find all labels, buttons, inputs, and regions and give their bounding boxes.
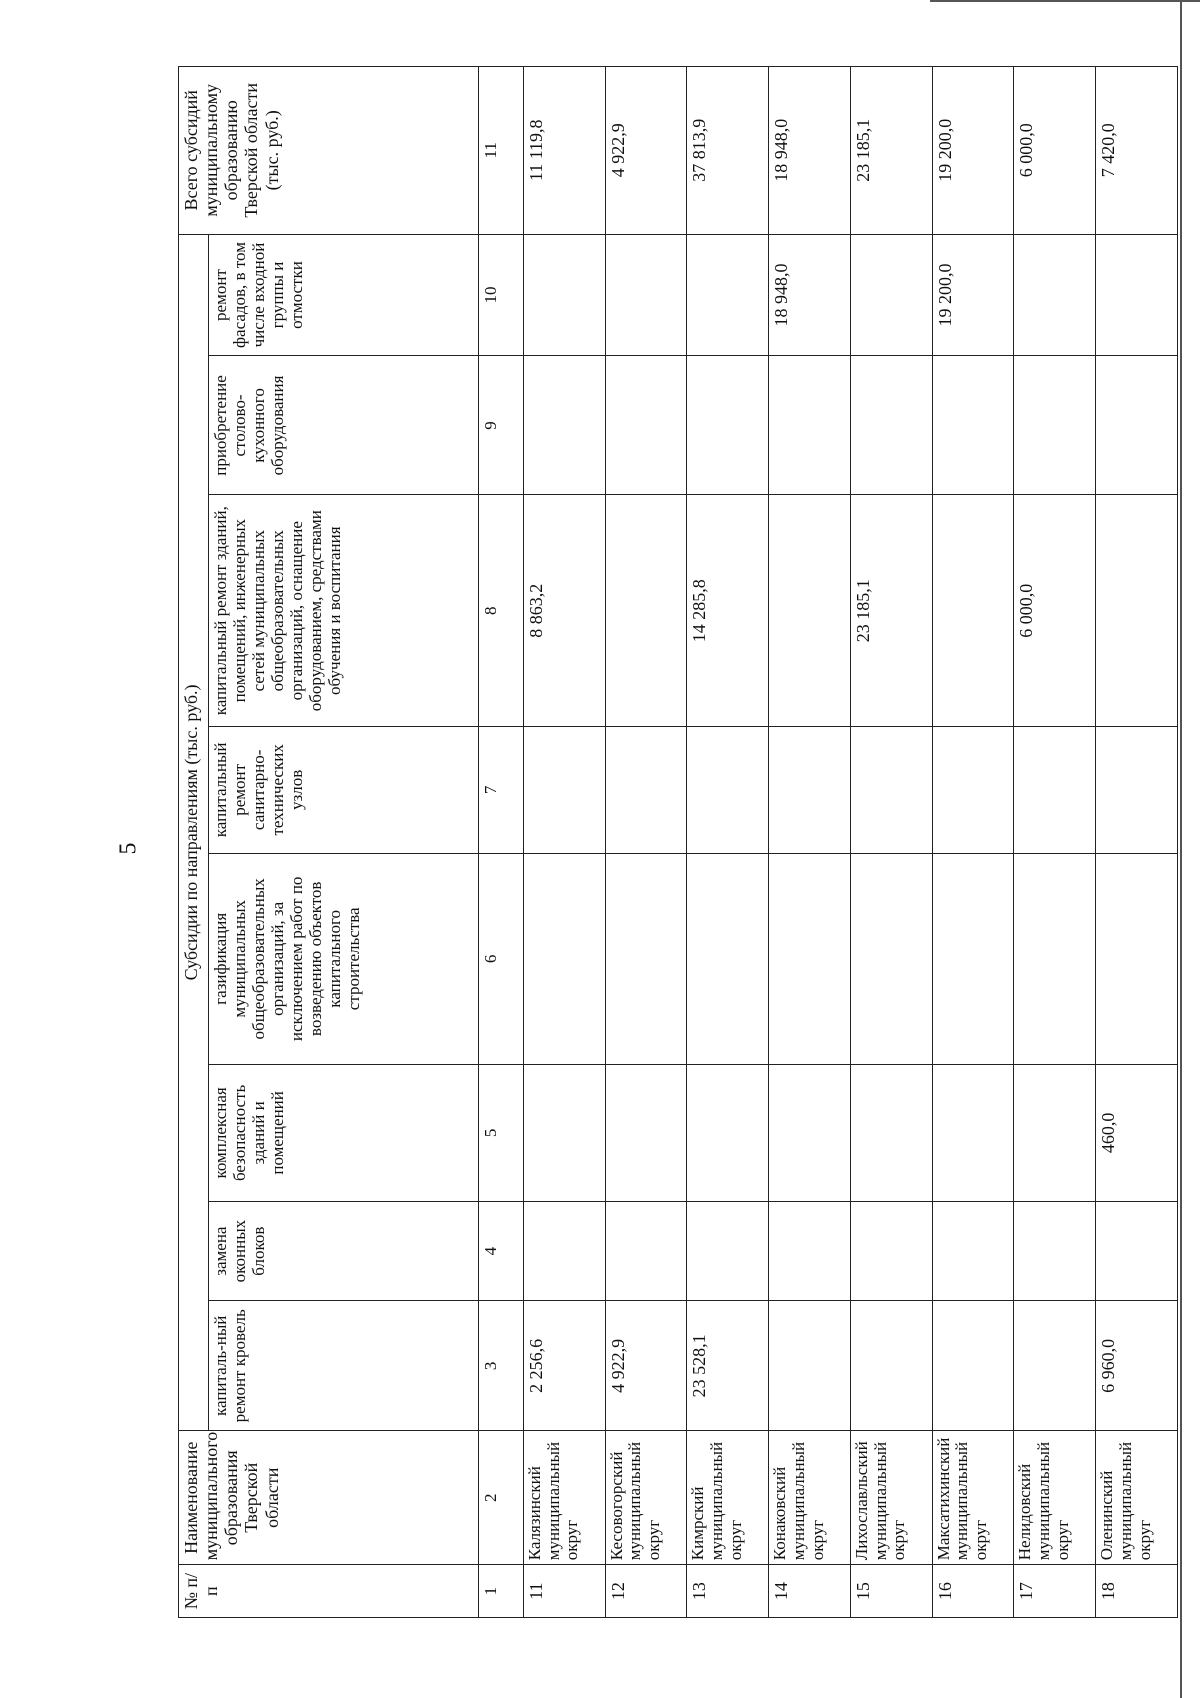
municipality-name-cell: Кесовогорский муниципальный округ bbox=[605, 1431, 687, 1565]
value-cell-c10 bbox=[1096, 234, 1178, 356]
value-cell-c9 bbox=[850, 356, 932, 495]
value-cell-c11: 11 119,8 bbox=[523, 67, 605, 235]
row-number-cell: 15 bbox=[850, 1565, 932, 1618]
value-cell-c7 bbox=[769, 726, 851, 853]
value-cell-c6 bbox=[605, 853, 687, 1064]
page-number: 5 bbox=[115, 842, 142, 855]
value-cell-c6 bbox=[1014, 853, 1096, 1064]
value-cell-c7 bbox=[850, 726, 932, 853]
header-roof-repair: капиталь-ный ремонт кровель bbox=[209, 1301, 479, 1431]
column-number: 11 bbox=[479, 67, 524, 235]
value-cell-c6 bbox=[1096, 853, 1178, 1064]
value-cell-c5 bbox=[523, 1064, 605, 1201]
value-cell-c7 bbox=[605, 726, 687, 853]
value-cell-c5 bbox=[850, 1064, 932, 1201]
value-cell-c7 bbox=[1096, 726, 1178, 853]
row-number-cell: 14 bbox=[769, 1565, 851, 1618]
value-cell-c5 bbox=[605, 1064, 687, 1201]
value-cell-c3: 2 256,6 bbox=[523, 1301, 605, 1431]
table-row bbox=[1096, 67, 1178, 1618]
column-number: 5 bbox=[479, 1064, 524, 1201]
value-cell-c9 bbox=[605, 356, 687, 495]
municipality-name-cell: Конаковский муниципальный округ bbox=[769, 1431, 851, 1565]
value-cell-c3 bbox=[769, 1301, 851, 1431]
value-cell-c10 bbox=[1014, 234, 1096, 356]
column-number: 9 bbox=[479, 356, 524, 495]
value-cell-c4 bbox=[605, 1201, 687, 1300]
table-row bbox=[932, 67, 1014, 1618]
table-row bbox=[769, 67, 851, 1618]
value-cell-c5 bbox=[932, 1064, 1014, 1201]
value-cell-c5: 460,0 bbox=[1096, 1064, 1178, 1201]
value-cell-c8: 14 285,8 bbox=[687, 495, 769, 726]
municipality-name-cell: Оленинский муниципальный округ bbox=[1096, 1431, 1178, 1565]
value-cell-c4 bbox=[769, 1201, 851, 1300]
row-number-cell: 11 bbox=[523, 1565, 605, 1618]
value-cell-c4 bbox=[1014, 1201, 1096, 1300]
municipality-name-cell: Кимрский муниципальный округ bbox=[687, 1431, 769, 1565]
value-cell-c4 bbox=[1096, 1201, 1178, 1300]
value-cell-c8 bbox=[932, 495, 1014, 726]
header-municipality: Наименование муниципального образования Тверской области bbox=[179, 1431, 479, 1565]
table-row bbox=[523, 67, 605, 1618]
row-number-cell: 18 bbox=[1096, 1565, 1178, 1618]
value-cell-c4 bbox=[523, 1201, 605, 1300]
value-cell-c7 bbox=[932, 726, 1014, 853]
value-cell-c8 bbox=[605, 495, 687, 726]
column-number-row bbox=[479, 67, 524, 1618]
value-cell-c5 bbox=[769, 1064, 851, 1201]
value-cell-c8: 8 863,2 bbox=[523, 495, 605, 726]
data-rows bbox=[523, 67, 1177, 1618]
value-cell-c6 bbox=[850, 853, 932, 1064]
value-cell-c7 bbox=[1014, 726, 1096, 853]
row-number-cell: 13 bbox=[687, 1565, 769, 1618]
value-cell-c9 bbox=[1096, 356, 1178, 495]
value-cell-c11: 37 813,9 bbox=[687, 67, 769, 235]
value-cell-c11: 6 000,0 bbox=[1014, 67, 1096, 235]
value-cell-c9 bbox=[687, 356, 769, 495]
column-number: 3 bbox=[479, 1301, 524, 1431]
table-row bbox=[1014, 67, 1096, 1618]
column-number: 4 bbox=[479, 1201, 524, 1300]
value-cell-c8 bbox=[1096, 495, 1178, 726]
value-cell-c8 bbox=[769, 495, 851, 726]
value-cell-c10 bbox=[605, 234, 687, 356]
header-subsidies-group: Субсидии по направлениям (тыс. руб.) bbox=[179, 234, 209, 1431]
rotated-table-wrapper bbox=[178, 66, 1178, 1618]
scan-edge-top bbox=[930, 0, 1200, 2]
municipality-name-cell: Максатихинский муниципальный округ bbox=[932, 1431, 1014, 1565]
value-cell-c10: 19 200,0 bbox=[932, 234, 1014, 356]
column-number: 6 bbox=[479, 853, 524, 1064]
value-cell-c11: 4 922,9 bbox=[605, 67, 687, 235]
value-cell-c3: 6 960,0 bbox=[1096, 1301, 1178, 1431]
value-cell-c9 bbox=[932, 356, 1014, 495]
header-kitchen-equipment: приобретение столово-кухонного оборудования bbox=[209, 356, 479, 495]
value-cell-c4 bbox=[850, 1201, 932, 1300]
value-cell-c4 bbox=[687, 1201, 769, 1300]
header-window-replacement: замена оконных блоков bbox=[209, 1201, 479, 1300]
header-capital-repair: капитальный ремонт зданий, помещений, инженерных сетей муниципальных общеобразовательных организаций, оснащение оборудованием, средствами обучения и воспитания bbox=[209, 495, 479, 726]
value-cell-c7 bbox=[523, 726, 605, 853]
value-cell-c6 bbox=[932, 853, 1014, 1064]
municipality-name-cell: Нелидовский муниципальный округ bbox=[1014, 1431, 1096, 1565]
header-number: № п/п bbox=[179, 1565, 479, 1618]
column-number: 8 bbox=[479, 495, 524, 726]
value-cell-c10 bbox=[523, 234, 605, 356]
value-cell-c11: 18 948,0 bbox=[769, 67, 851, 235]
value-cell-c6 bbox=[769, 853, 851, 1064]
value-cell-c11: 19 200,0 bbox=[932, 67, 1014, 235]
column-number: 2 bbox=[479, 1431, 524, 1565]
row-number-cell: 12 bbox=[605, 1565, 687, 1618]
value-cell-c3: 23 528,1 bbox=[687, 1301, 769, 1431]
header-facade-repair: ремонт фасадов, в том числе входной группы и отмостки bbox=[209, 234, 479, 356]
value-cell-c8: 6 000,0 bbox=[1014, 495, 1096, 726]
value-cell-c9 bbox=[769, 356, 851, 495]
value-cell-c7 bbox=[687, 726, 769, 853]
header-gasification: газификация муниципальных общеобразовательных организаций, за исключением работ по возведению объектов капитального строительства bbox=[209, 853, 479, 1064]
value-cell-c3 bbox=[932, 1301, 1014, 1431]
column-number: 10 bbox=[479, 234, 524, 356]
value-cell-c3 bbox=[1014, 1301, 1096, 1431]
municipality-name-cell: Калязинский муниципальный округ bbox=[523, 1431, 605, 1565]
header-complex-security: комплексная безопасность зданий и помещений bbox=[209, 1064, 479, 1201]
scan-edge-right bbox=[1180, 0, 1182, 1698]
value-cell-c10 bbox=[687, 234, 769, 356]
table-row bbox=[605, 67, 687, 1618]
value-cell-c4 bbox=[932, 1201, 1014, 1300]
header-total: Всего субсидий муниципальному образованию Тверской области (тыс. руб.) bbox=[179, 67, 479, 235]
table-row bbox=[850, 67, 932, 1618]
subsidy-table bbox=[178, 66, 1178, 1618]
header-sanitary-repair: капитальный ремонт санитарно-технических узлов bbox=[209, 726, 479, 853]
row-number-cell: 17 bbox=[1014, 1565, 1096, 1618]
value-cell-c5 bbox=[1014, 1064, 1096, 1201]
row-number-cell: 16 bbox=[932, 1565, 1014, 1618]
value-cell-c6 bbox=[687, 853, 769, 1064]
value-cell-c9 bbox=[523, 356, 605, 495]
value-cell-c9 bbox=[1014, 356, 1096, 495]
column-number: 7 bbox=[479, 726, 524, 853]
value-cell-c10: 18 948,0 bbox=[769, 234, 851, 356]
table-row bbox=[687, 67, 769, 1618]
municipality-name-cell: Лихославльский муниципальный округ bbox=[850, 1431, 932, 1565]
value-cell-c11: 7 420,0 bbox=[1096, 67, 1178, 235]
value-cell-c5 bbox=[687, 1064, 769, 1201]
value-cell-c11: 23 185,1 bbox=[850, 67, 932, 235]
value-cell-c3 bbox=[850, 1301, 932, 1431]
value-cell-c8: 23 185,1 bbox=[850, 495, 932, 726]
value-cell-c6 bbox=[523, 853, 605, 1064]
column-number: 1 bbox=[479, 1565, 524, 1618]
value-cell-c3: 4 922,9 bbox=[605, 1301, 687, 1431]
value-cell-c10 bbox=[850, 234, 932, 356]
